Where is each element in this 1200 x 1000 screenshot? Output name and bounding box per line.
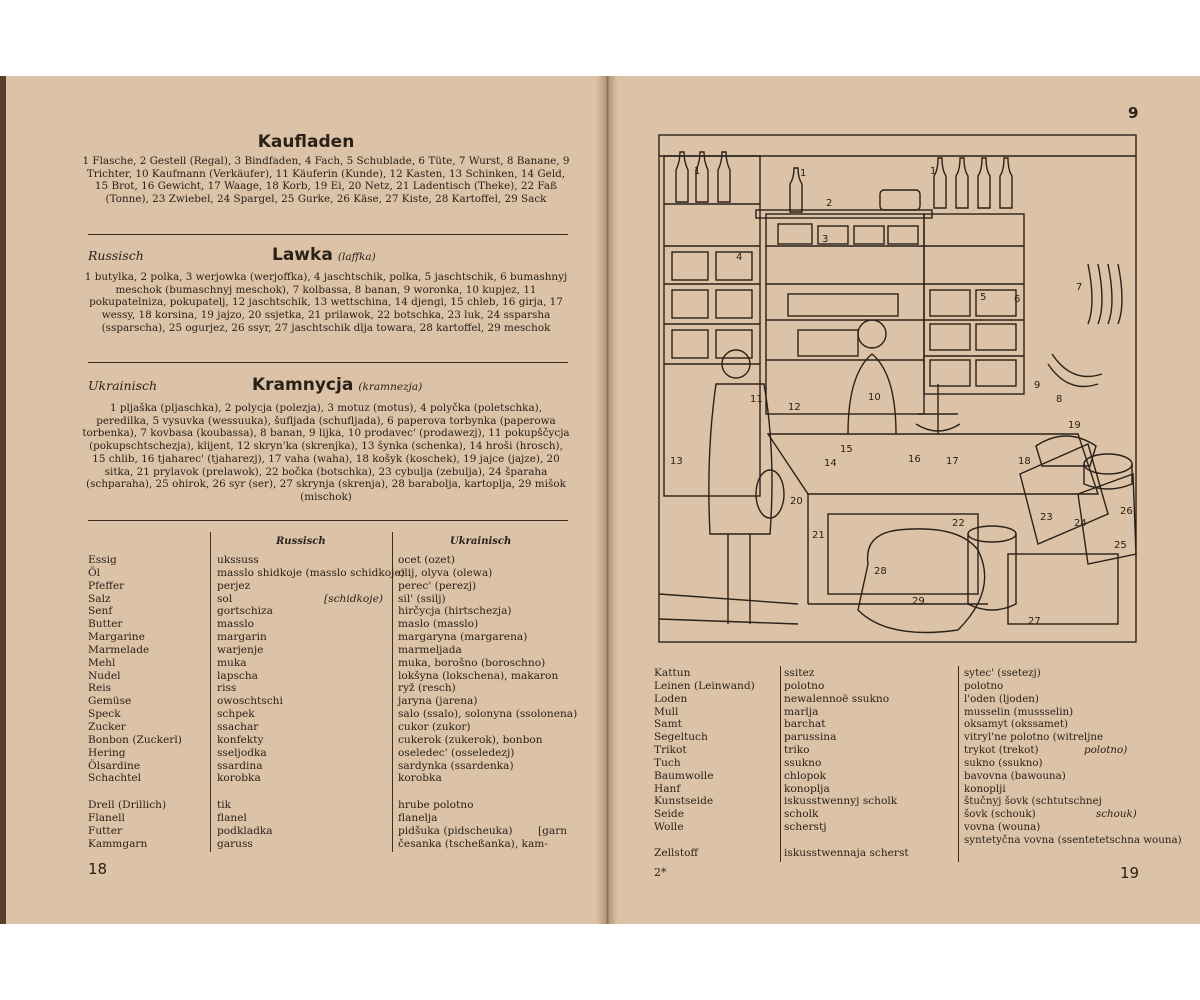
russian-term: iskusstwennyj scholk: [784, 795, 898, 808]
ukrainian-term: hirčycja (hirtschezja): [398, 605, 512, 618]
russian-term: tik: [217, 799, 232, 811]
german-term: Speck: [88, 708, 121, 721]
ukrainian-term: olij, olyva (olewa): [398, 566, 493, 579]
label-13: 13: [670, 456, 683, 467]
left-page: [6, 76, 606, 924]
russian-term: triko: [784, 744, 810, 757]
column-rule: [780, 666, 781, 862]
ukrainian-term: margaryna (margarena): [398, 631, 528, 644]
label-25: 25: [1114, 540, 1127, 551]
german-term: Mull: [654, 705, 679, 718]
russian-term: masslo: [217, 618, 255, 631]
column-rule: [210, 532, 211, 852]
german-column-2: [88, 799, 166, 850]
german-term: Samt: [654, 718, 682, 731]
shop-illustration: [658, 134, 1138, 644]
german-term: Nudel: [88, 669, 121, 682]
german-term: Tuch: [654, 756, 681, 769]
section-lang-russian: Russisch: [88, 248, 144, 263]
ukrainian-term: sardynka (ssardenka): [398, 759, 514, 772]
german-term: Leinen (Leinwand): [654, 679, 755, 692]
label-28: 28: [874, 566, 887, 577]
russian-term: scholk: [784, 808, 819, 821]
label-24: 24: [1074, 518, 1087, 529]
label-15: 15: [840, 444, 853, 455]
ukrainian-term: maslo (masslo): [398, 618, 479, 631]
german-term: Gemüse: [88, 695, 132, 708]
ukrainian-term: polotno: [964, 679, 1004, 692]
ukrainian-term: l'oden (ljoden): [964, 692, 1039, 705]
ukrainian-term: sil' (ssilj): [398, 592, 446, 605]
right-german-column: [654, 667, 755, 860]
ukrainian-title: Kramnycja: [252, 375, 354, 395]
label-18: 18: [1018, 456, 1031, 467]
label-16: 16: [908, 454, 921, 465]
russian-term: ssukno: [784, 756, 822, 769]
label-7: 7: [1076, 282, 1083, 293]
divider: [88, 520, 568, 521]
german-term: Baumwolle: [654, 769, 714, 782]
ukrainian-term: syntetyčna vovna (ssentetetschna wouna): [964, 833, 1182, 846]
german-term: Zucker: [88, 720, 126, 733]
german-term: Kunstseide: [654, 795, 714, 808]
right-russian-column: [784, 667, 909, 860]
russian-term: perjez: [217, 579, 251, 592]
ukrainian-title-pron: (kramnezja): [358, 381, 423, 393]
page-number-left: 18: [88, 860, 108, 878]
german-term: Zellstoff: [654, 846, 699, 859]
ukrainian-term: ocet (ozet): [398, 554, 455, 566]
russian-term: konoplja: [784, 782, 830, 795]
ukrainian-legend: 1 pljaška (pljaschka), 2 polycja (polezja), 3 motuz (motus), 4 polyčka (poletschka), peredilka, 5 vysuvka (wessuuka), šufljada (schufljada), 6 paperova torbynka (paperowa torbenka), 7 kovbasa (koubassa), 8 banan, 9 lijka, 10 prodavec' (prodawezj), 11 pokupščycja (pokupschtschezja), klijent, 12 skryn'ka (skrenjka), 13 šynka (schenka), 14 hroši (hrosch), 15 chlib, 16 tjaharec' (tjaharezj), 17 vaha (waha), 18 košyk (koschek), 19 jajce (jajze), 20 sitka, 21 prylavok (prelawok), 22 bočka (botschka), 23 cybulja (zebulja), 24 šparaha (schparaha), 25 ohirok, 26 syr (ser), 27 skrynja (skrenja), 28 barabolja, kartoplja, 29 mišok (mischok): [82, 402, 570, 503]
ukrainian-term: jaryna (jarena): [398, 695, 478, 708]
ukrainian-term: hrube polotno: [398, 799, 474, 811]
ukrainian-term: oksamyt (okssamet): [964, 718, 1069, 731]
german-legend: 1 Flasche, 2 Gestell (Regal), 3 Bindfaden, 4 Fach, 5 Schublade, 6 Tüte, 7 Wurst, 8 Banane, 9 Trichter, 10 Kaufmann (Verkäufer), 11 Käuferin (Kunde), 12 Kasten, 13 Schinken, 14 Geld, 15 Brot, 16 Gewicht, 17 Waage, 18 Korb, 19 Ei, 20 Netz, 21 Ladentisch (Theke), 22 Faß (Tonne), 23 Zwiebel, 24 Spargel, 25 Gurke, 26 Käse, 27 Kiste, 28 Kartoffel, 29 Sack: [82, 155, 570, 206]
label-27: 27: [1028, 616, 1041, 627]
russian-term: iskusstwennaja scherst: [784, 846, 909, 859]
ukrainian-term: perec' (perezj): [398, 579, 477, 592]
german-term: Hanf: [654, 782, 681, 795]
russian-term: newalennoë ssukno: [784, 692, 890, 705]
german-term: Butter: [88, 618, 123, 631]
russian-term: schpek: [217, 708, 255, 721]
german-term: Essig: [88, 554, 117, 566]
german-term: Bonbon (Zuckerl): [88, 733, 182, 746]
russian-term: konfekty: [217, 733, 264, 746]
german-term: [654, 834, 755, 847]
russian-term: ukssuss: [217, 554, 259, 566]
russian-title: Lawka: [272, 245, 333, 265]
section-title-ukrainian: [252, 375, 422, 395]
ukrainian-term: ryž (resch): [398, 682, 456, 695]
ukrainian-term: vovna (wouna): [964, 821, 1041, 834]
russian-term: owoschtschi: [217, 695, 283, 708]
russian-term: warjenje: [217, 643, 264, 656]
ukrainian-term: oseledec' (osseledezj): [398, 746, 515, 759]
russian-term: podkladka: [217, 824, 273, 837]
russian-term: lapscha: [217, 669, 258, 682]
german-term: Loden: [654, 692, 688, 705]
label-9: 9: [1034, 380, 1041, 391]
section-lang-ukrainian: Ukrainisch: [88, 378, 158, 393]
russian-term: riss: [217, 682, 237, 695]
ukrainian-term: flanelja: [398, 811, 438, 824]
german-term: Margarine: [88, 631, 145, 644]
ukrainian-term: korobka: [398, 772, 442, 785]
label-17: 17: [946, 456, 959, 467]
label-12: 12: [788, 402, 801, 413]
german-term: Kattun: [654, 667, 691, 679]
ukrainian-term: trykot (trekot): [964, 744, 1039, 757]
russian-term: parussina: [784, 731, 837, 744]
illustration-frame: [659, 135, 1136, 642]
page-number-right: 19: [1120, 864, 1140, 882]
label-20: 20: [790, 496, 803, 507]
label-6: 6: [1014, 294, 1021, 305]
russian-term: garuss: [217, 837, 253, 850]
ukrainian-column: [398, 554, 577, 785]
ukrainian-term: pidšuka (pidscheuka): [398, 824, 513, 837]
russian-term: flanel: [217, 811, 247, 824]
right-uk-wrap-1: polotno): [1084, 744, 1128, 756]
russian-title-pron: (laffka): [337, 251, 376, 263]
ukrainian-term: cukerok (zukerok), bonbon: [398, 733, 543, 746]
label-3: 3: [822, 234, 829, 245]
label-26: 26: [1120, 506, 1133, 517]
right-page: [608, 76, 1200, 924]
ukrainian-term: konoplji: [964, 782, 1006, 795]
german-term: Öl: [88, 566, 101, 579]
label-29: 29: [912, 596, 925, 607]
german-term: Wolle: [654, 821, 684, 834]
russian-term: scherstj: [784, 821, 827, 834]
ukrainian-wrap: [garn: [538, 825, 568, 837]
label-8: 8: [1056, 394, 1063, 405]
label-1c: 1: [930, 166, 937, 177]
german-term: Schachtel: [88, 772, 141, 785]
russian-term: gortschiza: [217, 605, 273, 618]
ukrainian-term: musselin (mussselin): [964, 705, 1074, 718]
ukrainian-term: [964, 847, 1182, 860]
german-term: Drell (Drillich): [88, 799, 167, 811]
german-term: Futter: [88, 824, 123, 837]
russian-term: polotno: [784, 679, 825, 692]
label-1b: 1: [800, 168, 807, 179]
section-title-russian: [272, 245, 376, 265]
ukrainian-term: šovk (schouk): [964, 808, 1036, 821]
russian-term: muka: [217, 656, 247, 669]
ukrainian-term: vitryl'ne polotno (witreljne: [964, 731, 1104, 744]
label-21: 21: [812, 530, 825, 541]
ukrainian-term: lokšyna (lokschena), makaron: [398, 669, 559, 682]
label-19: 19: [1068, 420, 1081, 431]
russian-legend: 1 butylka, 2 polka, 3 werjowka (werjoffka), 4 jaschtschik, polka, 5 jaschtschik, 6 bumashnyj meschok (bumaschnyj meschok), 7 kolbassa, 8 banan, 9 woronka, 10 kupjez, 11 pokupatelniza, pokupatelj, 12 jaschtschik, 13 wettschina, 14 djengi, 15 chleb, 16 girja, 17 wessy, 18 korsina, 19 jajzo, 20 ssjetka, 21 prilawok, 22 botschka, 23 luk, 24 ssparsha (ssparscha), 25 ogurjez, 26 ssyr, 27 jaschtschik dlja towara, 28 kartoffel, 29 meschok: [84, 271, 568, 334]
german-term: Pfeffer: [88, 579, 125, 592]
ukrainian-term: česanka (tscheßanka), kam-: [398, 837, 548, 850]
right-uk-wrap-2: schouk): [1096, 808, 1137, 820]
german-term: Segeltuch: [654, 731, 708, 744]
label-22: 22: [952, 518, 965, 529]
ukrainian-term: štučnyj šovk (schtutschnej: [964, 795, 1102, 808]
german-term: Senf: [88, 605, 113, 618]
label-2: 2: [826, 198, 833, 209]
german-term: Marmelade: [88, 643, 150, 656]
ukrainian-term: cukor (zukor): [398, 720, 471, 733]
ukrainian-term: salo (ssalo), solonyna (ssolonena): [398, 708, 578, 721]
ukrainian-term: muka, borošno (boroschno): [398, 656, 546, 669]
russian-term: ssitez: [784, 667, 815, 679]
german-column: [88, 554, 182, 785]
label-14: 14: [824, 458, 837, 469]
german-term: Reis: [88, 682, 112, 695]
russian-term: margarin: [217, 631, 267, 644]
german-term: Mehl: [88, 656, 116, 669]
divider: [88, 234, 568, 235]
label-1: 1: [694, 166, 701, 177]
open-book: [0, 76, 1200, 924]
ukrainian-term: marmeljada: [398, 643, 462, 656]
german-term: Ölsardine: [88, 759, 141, 772]
russian-wrap: [schidkoje): [324, 593, 383, 605]
russian-term: masslo shidkoje (masslo schidkoje): [217, 566, 405, 579]
russian-term: barchat: [784, 718, 826, 731]
german-term: Trikot: [654, 744, 687, 757]
label-23: 23: [1040, 512, 1053, 523]
german-term: Hering: [88, 746, 126, 759]
russian-column: [217, 554, 405, 785]
right-ukrainian-column: [964, 667, 1182, 860]
russian-term: ssachar: [217, 720, 259, 733]
signature-mark: 2*: [654, 866, 667, 879]
russian-term: marlja: [784, 705, 819, 718]
label-10: 10: [868, 392, 881, 403]
page-title: Kaufladen: [257, 132, 355, 152]
ukrainian-term: sytec' (ssetezj): [964, 667, 1041, 679]
russian-term: korobka: [217, 772, 261, 785]
column-header-russian: Russisch: [276, 536, 326, 547]
column-rule: [958, 666, 959, 862]
russian-term: sseljodka: [217, 746, 267, 759]
column-header-ukrainian: Ukrainisch: [450, 536, 512, 547]
label-4: 4: [736, 252, 743, 263]
book-gutter: [596, 76, 618, 924]
russian-term: chlopok: [784, 769, 827, 782]
german-term: Flanell: [88, 811, 125, 824]
russian-term: ssardina: [217, 759, 263, 772]
ukrainian-term: sukno (ssukno): [964, 756, 1043, 769]
german-term: Salz: [88, 592, 111, 605]
ukrainian-term: bavovna (bawouna): [964, 769, 1066, 782]
label-5: 5: [980, 292, 987, 303]
russian-term: sol: [217, 592, 233, 605]
german-term: Seide: [654, 808, 684, 821]
divider: [88, 362, 568, 363]
russian-term: [784, 834, 909, 847]
page-number-top: 9: [1128, 104, 1139, 122]
russian-column-2: [217, 799, 273, 850]
ukrainian-column-2: [398, 799, 548, 850]
label-11: 11: [750, 394, 763, 405]
german-term: Kammgarn: [88, 837, 148, 850]
